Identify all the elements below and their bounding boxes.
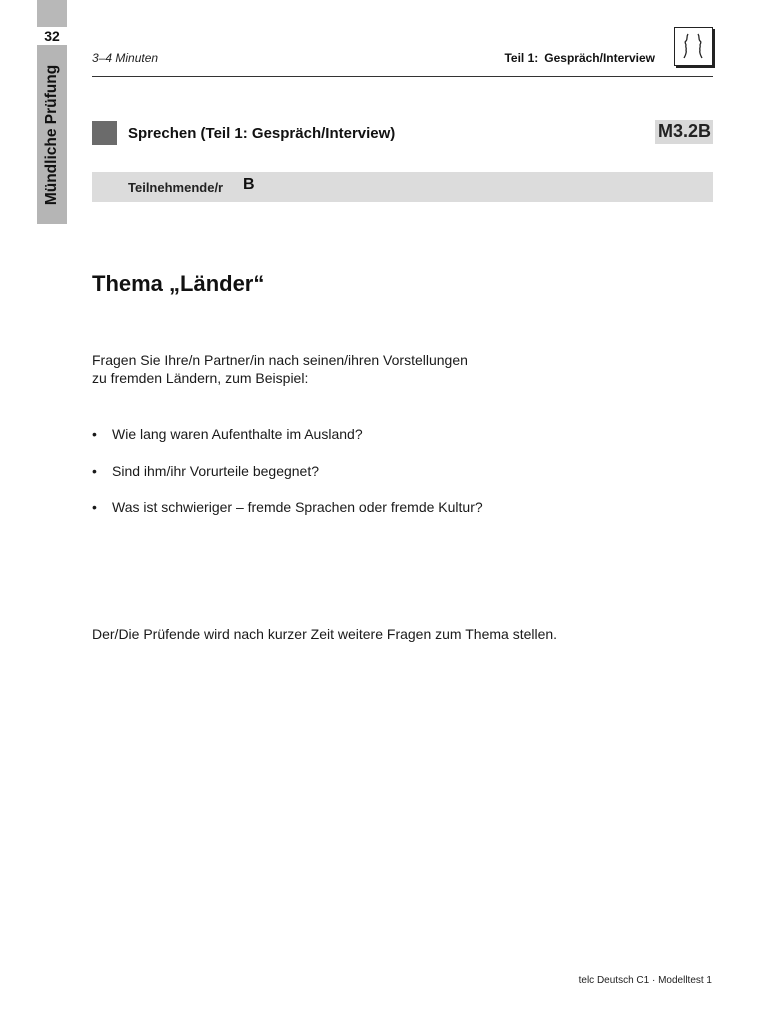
header-rule	[92, 76, 713, 77]
footer-note: telc Deutsch C1 · Modelltest 1	[578, 975, 712, 986]
header-part	[504, 51, 655, 65]
header-duration: 3–4 Minuten	[92, 51, 159, 65]
header-part-title: Gespräch/Interview	[544, 51, 655, 65]
instructions-line-1: Fragen Sie Ihre/n Partner/in nach seinen/ihren Vorstellungen	[92, 352, 468, 368]
side-tab-label: Mündliche Prüfung	[43, 64, 60, 206]
two-faces-conversation-icon	[674, 27, 713, 66]
page-number: 32	[44, 28, 60, 44]
section-code-badge: M3.2B	[655, 120, 713, 144]
side-strip	[37, 0, 67, 224]
instructions	[92, 351, 468, 387]
instructions-line-2: zu fremden Ländern, zum Beispiel:	[92, 370, 309, 386]
header-part-label: Teil 1:	[504, 51, 539, 65]
participant-label: Teilnehmende/r	[128, 180, 224, 195]
participant-letter: B	[243, 176, 255, 193]
list-item	[92, 425, 483, 443]
question-text: Sind ihm/ihr Vorurteile begegnet?	[112, 462, 320, 479]
bullet-icon: •	[92, 499, 97, 515]
closing-note: Der/Die Prüfende wird nach kurzer Zeit weitere Fragen zum Thema stellen.	[92, 626, 558, 642]
question-text: Wie lang waren Aufenthalte im Ausland?	[112, 426, 363, 442]
bullet-icon: •	[92, 462, 97, 479]
topic-title: Thema „Länder“	[92, 271, 265, 296]
side-tab	[37, 45, 67, 224]
section-title: Sprechen (Teil 1: Gespräch/Interview)	[128, 125, 396, 142]
participant-bar	[92, 172, 713, 202]
two-faces-conversation-icon-svg	[675, 28, 711, 64]
question-list	[92, 425, 483, 535]
section-marker	[92, 121, 117, 145]
question-text: Was ist schwieriger – fremde Sprachen oder fremde Kultur?	[112, 499, 483, 515]
list-item	[92, 462, 483, 480]
bullet-icon: •	[92, 426, 97, 442]
list-item	[92, 498, 483, 516]
side-top-block	[37, 0, 67, 27]
